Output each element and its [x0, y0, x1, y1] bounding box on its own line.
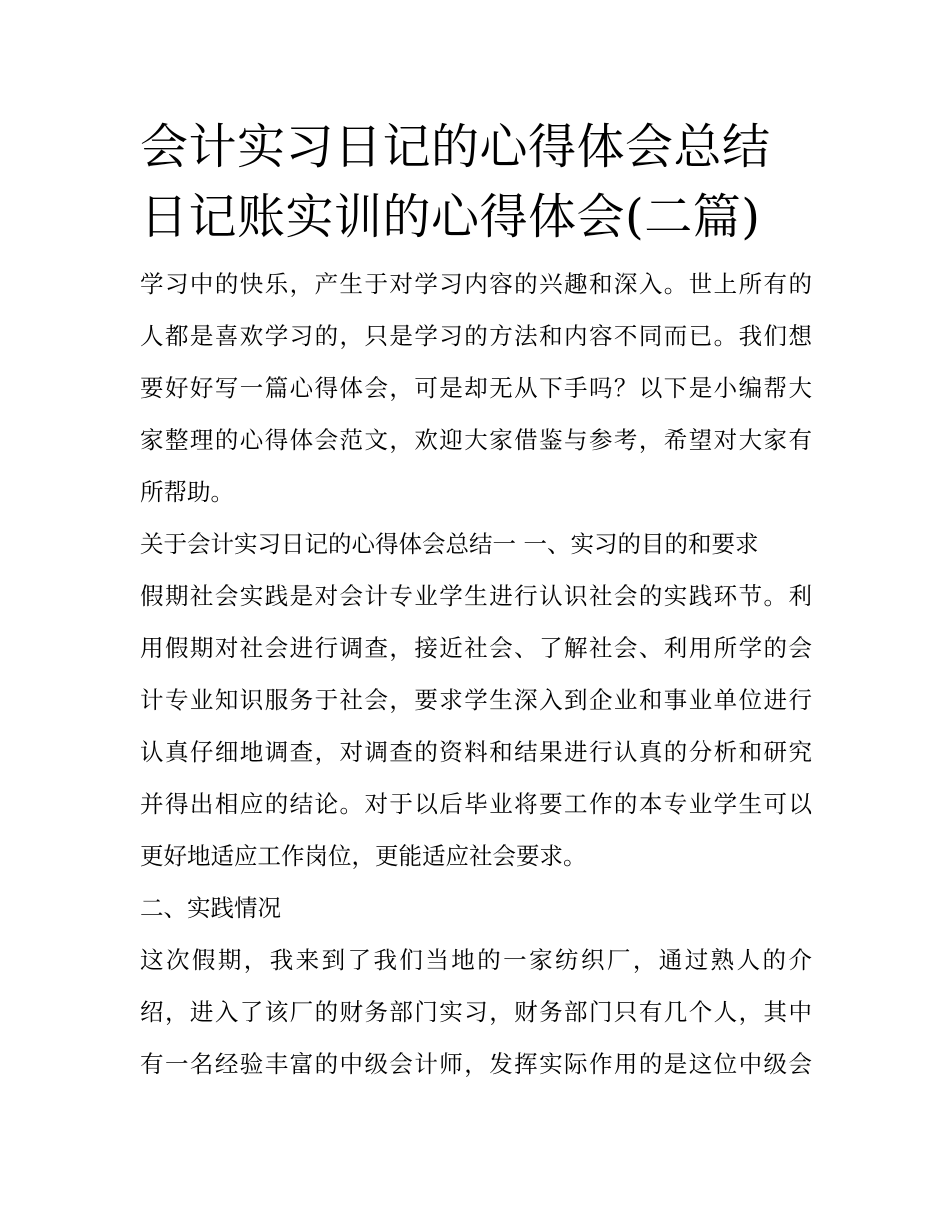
text-line: 学习中的快乐，产生于对学习内容的兴趣和深入。世上所有的	[140, 270, 812, 298]
text-line: 这次假期，我来到了我们当地的一家纺织厂，通过熟人的介	[140, 946, 812, 974]
paragraph-section-heading-1	[140, 518, 812, 570]
paragraph-practice-situation	[140, 934, 812, 1090]
text-line: 要好好写一篇心得体会，可是却无从下手吗？以下是小编帮大	[140, 374, 812, 402]
text-line: 假期社会实践是对会计专业学生进行认识社会的实践环节。利	[140, 582, 812, 610]
document-body	[140, 112, 812, 1090]
text-line: 关于会计实习日记的心得体会总结一 一、实习的目的和要求	[140, 530, 759, 558]
text-line: 并得出相应的结论。对于以后毕业将要工作的本专业学生可以	[140, 790, 812, 818]
text-line: 用假期对社会进行调查，接近社会、了解社会、利用所学的会	[140, 634, 812, 662]
paragraph-section-heading-2	[140, 882, 812, 934]
text-line: 计专业知识服务于社会，要求学生深入到企业和事业单位进行	[140, 686, 812, 714]
paragraph-intro	[140, 258, 812, 518]
text-line: 所帮助。	[140, 478, 234, 506]
text-line: 有一名经验丰富的中级会计师，发挥实际作用的是这位中级会	[140, 1050, 812, 1078]
paragraph-practice-purpose	[140, 570, 812, 882]
text-line: 人都是喜欢学习的，只是学习的方法和内容不同而已。我们想	[140, 322, 812, 350]
text-line: 绍，进入了该厂的财务部门实习，财务部门只有几个人，其中	[140, 998, 812, 1026]
text-line: 二、实践情况	[140, 894, 281, 922]
text-line: 认真仔细地调查，对调查的资料和结果进行认真的分析和研究	[140, 738, 812, 766]
text-line: 更好地适应工作岗位，更能适应社会要求。	[140, 842, 587, 870]
text-line: 家整理的心得体会范文，欢迎大家借鉴与参考，希望对大家有	[140, 426, 812, 454]
title-line-2: 日记账实训的心得体会(二篇)	[140, 189, 761, 245]
document-title	[140, 112, 812, 252]
title-line-1: 会计实习日记的心得体会总结	[140, 119, 771, 175]
